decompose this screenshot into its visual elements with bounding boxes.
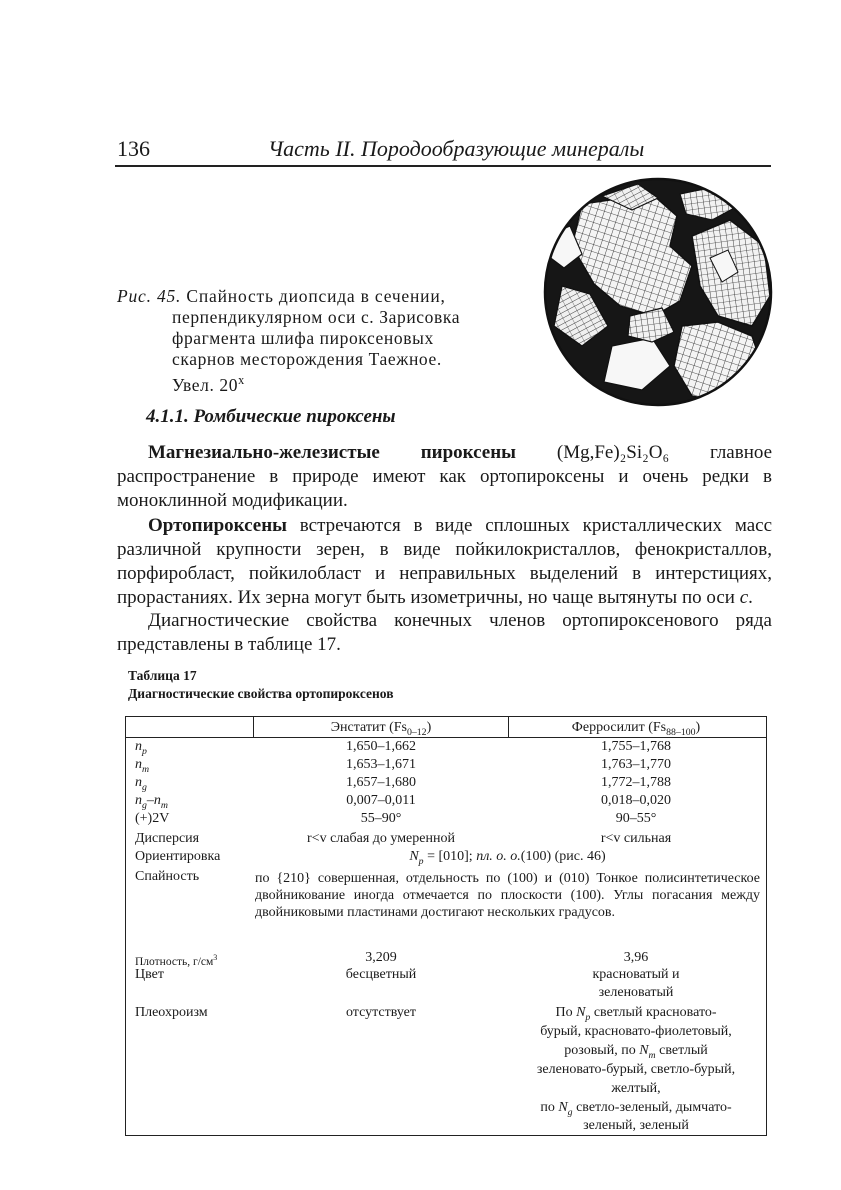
caption-line-3: фрагмента шлифа пироксеновых (172, 328, 434, 348)
pleochroism-ferrosilite-line-1: По $N_p$ светлый красновато- (555, 1005, 717, 1023)
table-title: Диагностические свойства ортопироксенов (128, 686, 394, 701)
birefringence-ferrosilite: 0,018–0,020 (601, 793, 671, 808)
cleavage-value: по {210} совершенная, отдельность по (100) и (010) Тонкое полисинтетическое двойникование иногда отмечается по плоскости (100). Углы погасания между двойниковыми пластинами достигают нескольких градусов. (255, 871, 760, 920)
row-label-dispersion: Дисперсия (135, 831, 200, 846)
color-ferrosilite-line-2: зеленоватый (598, 985, 674, 1000)
paragraph-3: Диагностические свойства конечных членов ортопироксенового ряда представлены в таблице 17. (117, 610, 772, 655)
color-ferrosilite-line-1: красноватый и (592, 967, 680, 982)
term-mg-fe-pyroxenes: Магнезиально-железистые пироксены (148, 442, 517, 463)
2v-enstatite: 55–90° (360, 811, 402, 826)
row-label-np: $n_p$ (135, 739, 147, 757)
page-number: 136 (117, 136, 150, 161)
pleochroism-ferrosilite-line-2: бурый, красновато-фиолетовый, (540, 1024, 732, 1039)
caption-line-4: скарнов месторождения Таежное. (172, 349, 442, 369)
nm-enstatite: 1,653–1,671 (346, 757, 416, 772)
thin-section-illustration (542, 176, 774, 408)
nm-ferrosilite: 1,763–1,770 (601, 757, 671, 772)
figure-caption (117, 286, 499, 396)
row-label-density: Плотность, $г/см^3$ (135, 953, 218, 968)
column-divider (508, 716, 509, 738)
row-label-nm: $n_m$ (135, 757, 150, 775)
pleochroism-ferrosilite-line-4: зеленовато-бурый, светло-бурый, (536, 1062, 736, 1077)
row-label-ng: $n_g$ (135, 775, 147, 793)
figure-label: Рис. 45. (117, 286, 182, 306)
row-label-pleochroism: Плеохроизм (135, 1005, 208, 1020)
magnification-superscript: x (238, 373, 245, 387)
formula: (Mg,Fe)₂Si₂O₆ (556, 442, 670, 463)
diagnostic-properties-table (125, 716, 767, 1136)
section-heading: 4.1.1. Ромбические пироксены (146, 406, 396, 427)
row-label-cleavage: Спайность (135, 869, 200, 884)
dispersion-enstatite: r<v слабая до умеренной (307, 831, 455, 846)
2v-ferrosilite: 90–55° (615, 811, 657, 826)
pleochroism-ferrosilite-line-3: розовый, по $N_m$ светлый (564, 1043, 708, 1061)
ng-ferrosilite: 1,772–1,788 (601, 775, 671, 790)
running-title: Часть II. Породообразующие минералы (268, 136, 645, 161)
header-ferrosilite: Ферросилит $(Fs_{88-100})$ (571, 720, 701, 738)
birefringence-enstatite: 0,007–0,011 (346, 793, 416, 808)
pleochroism-ferrosilite-line-7: зеленый, зеленый (583, 1118, 689, 1133)
caption-line-2: перпендикулярном оси c. Зарисовка (172, 307, 461, 327)
pleochroism-ferrosilite-line-6: по $N_g$ светло-зеленый, дымчато- (540, 1100, 732, 1118)
pleochroism-ferrosilite-line-5: желтый, (611, 1081, 661, 1096)
term-orthopyroxenes: Ортопироксены (148, 515, 287, 536)
color-enstatite: бесцветный (345, 967, 417, 982)
paragraph-2: Ортопироксены встречаются в виде сплошных кристаллических масс различной крупности зерен, в виде пойкилокристаллов, фенокристаллов, порфиробласт, пойкилобласт и неправильных выделений в интерстициях, прорастаниях. Их зерна могут быть изометричны, но чаще вытянуты по оси c. (117, 515, 773, 608)
row-label-2v: (+)2V (135, 811, 170, 826)
header-rule (115, 165, 771, 167)
caption-line-5: Увел. 20$^x$ (172, 373, 245, 395)
dispersion-ferrosilite: r<v сильная (600, 831, 672, 846)
np-enstatite: 1,650–1,662 (346, 739, 416, 754)
caption-line-1: Спайность диопсида в сечении, (186, 286, 446, 306)
header-enstatite: Энстатит $(Fs_{0-12})$ (330, 720, 432, 738)
column-divider (253, 716, 254, 738)
density-ferrosilite: 3,96 (623, 950, 649, 965)
orientation-value: $N_p = [010]$; пл. о. о.(100) (рис. 46) (409, 849, 606, 867)
paragraph-1: Магнезиально-железистые пироксены (Mg,Fe)₂Si₂O₆ главное распространение в природе имеют как ортопироксены и очень редки в моноклинной модификации. (117, 442, 773, 511)
row-label-birefringence: $n_g-n_m$ (135, 793, 168, 811)
row-label-orientation: Ориентировка (135, 849, 221, 864)
row-label-color: Цвет (135, 967, 164, 982)
np-ferrosilite: 1,755–1,768 (601, 739, 671, 754)
pleochroism-enstatite: отсутствует (345, 1005, 417, 1020)
ng-enstatite: 1,657–1,680 (346, 775, 416, 790)
density-enstatite: 3,209 (365, 950, 397, 965)
table-label: Таблица 17 (128, 668, 197, 683)
